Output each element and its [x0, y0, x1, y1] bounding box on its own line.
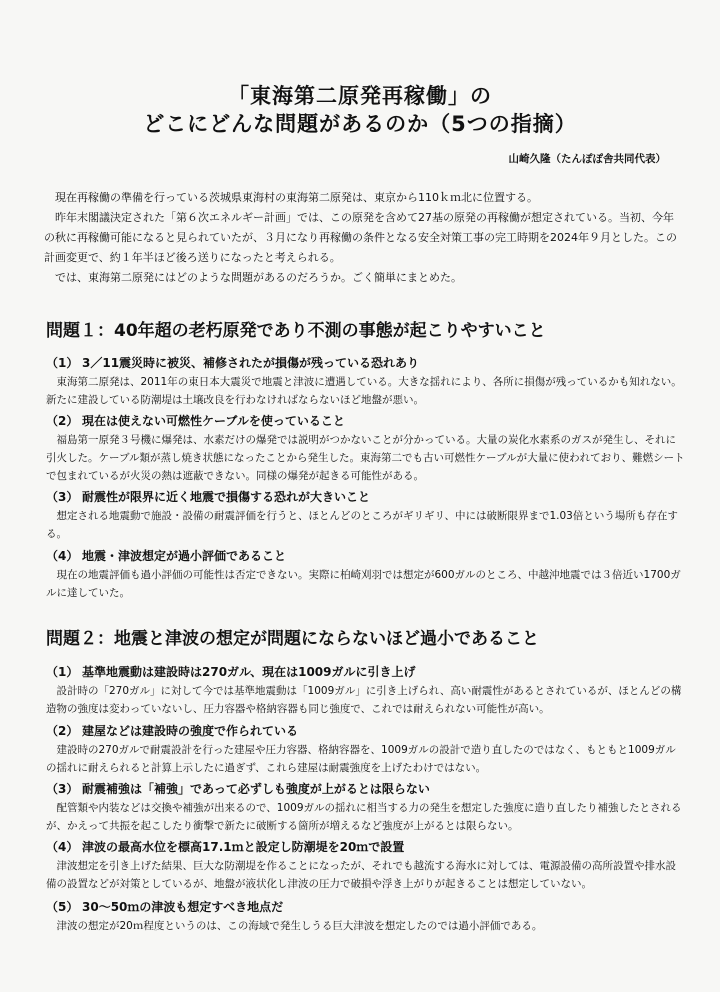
problem-1-heading: 問題１：40年超の老朽原発であり不測の事態が起こりやすいこと: [46, 321, 546, 341]
item-title: 地震・津波想定が過小評価であること: [82, 549, 287, 563]
item-number: （2）: [46, 414, 79, 428]
item-title: 建屋などは建設時の強度で作られている: [82, 724, 299, 738]
item-body: 想定される地震動で施設・設備の耐震評価を行うと、ほとんどのところがギリギリ、中には破断限界まで1.03倍という場所も存在する。: [46, 510, 678, 540]
item-title: 耐震補強は「補強」であって必ずしも強度が上がるとは限らない: [82, 782, 430, 796]
item-number: （1）: [46, 665, 79, 679]
item-number: （5）: [46, 900, 79, 914]
intro-paragraph: では、東海第二原発にはどのような問題があるのだろうか。ごく簡単にまとめた。: [44, 271, 462, 284]
item-title: 30～50ｍの津波も想定すべき地点だ: [82, 900, 284, 914]
item-body: 建設時の270ガルで耐震設計を行った建屋や圧力容器、格納容器を、1009ガルの設計で造り直したのではなく、もともと1009ガルの揺れに耐えられると計算上示したに過ぎず、これら建屋は耐震強度を上げたわけではない。: [46, 744, 676, 774]
item-number: （1）: [46, 356, 79, 370]
item-body: 福島第一原発３号機に爆発は、水素だけの爆発では説明がつかないことが分かっている。大量の炭化水素系のガスが発生し、それに引火した。ケーブル類が蒸し焼き状態になったことから発生した。東海第二でも古い可燃性ケーブルが大量に使われており、難燃シートで包まれているが火災の熱は遮蔽できない。同様の爆発が起きる可能性がある。: [46, 434, 685, 482]
item-body: 配管類や内装などは交換や補強が出来るので、1009ガルの揺れに相当する力の発生を想定した強度に造り直したり補強したとされるが、かえって共振を起こしたり衝撃で新たに破断する箇所が増えるなど強度が上がるとは限らない。: [46, 802, 682, 832]
intro: [44, 188, 684, 288]
item-body: 設計時の「270ガル」に対して今では基準地震動は「1009ガル」に引き上げられ、高い耐震性があるとされているが、ほとんどの構造物の強度は変わっていないし、圧力容器や格納容器も同じ強度で、これでは耐えられない可能性が高い。: [46, 685, 682, 715]
item-body: 東海第二原発は、2011年の東日本大震災で地震と津波に遭遇している。大きな揺れにより、各所に損傷が残っているかも知れない。新たに建設している防潮堤は土壌改良を行わなければならないほど地盤が悪い。: [46, 376, 682, 406]
item-body: 津波想定を引き上げた結果、巨大な防潮堤を作ることになったが、それでも越流する海水に対しては、電源設備の高所設置や排水設備の設置などが対策としているが、地盤が液状化し津波の圧力で破損や浮き上がりが起きることは想定していない。: [46, 860, 676, 890]
title-line-2: どこにどんな問題があるのか（5つの指摘）: [143, 112, 577, 136]
item-number: （4）: [46, 840, 79, 854]
item-body: 現在の地震評価も過小評価の可能性は否定できない。実際に柏崎刈羽では想定が600ガルのところ、中越沖地震では３倍近い1700ガルに達していた。: [46, 569, 681, 599]
item-number: （4）: [46, 549, 79, 563]
problem-2-item-1: [46, 663, 686, 718]
problem-2-item-5: [46, 898, 686, 935]
item-body: 津波の想定が20ｍ程度というのは、この海域で発生しうる巨大津波を想定したのでは過小評価である。: [46, 920, 543, 932]
item-number: （2）: [46, 724, 79, 738]
problem-1-item-2: [46, 412, 686, 485]
item-number: （3）: [46, 490, 79, 504]
item-title: 3／11震災時に被災、補修されたが損傷が残っている恐れあり: [82, 356, 420, 370]
problem-2-item-4: [46, 838, 686, 893]
author: 山崎久隆（たんぽぽ舎共同代表）: [508, 153, 666, 165]
problem-2-item-3: [46, 780, 686, 835]
title-line-1: 「東海第二原発再稼働」の: [228, 84, 492, 108]
intro-paragraph: 昨年末閣議決定された「第６次エネルギー計画」では、この原発を含めて27基の原発の再稼働が想定されている。当初、今年の秋に再稼働可能になると見られていたが、３月になり再稼働の条件となる安全対策工事の完工時期を2024年９月とした。この計画変更で、約１年半ほど後ろ送りになったと考えられる。: [44, 211, 677, 264]
problem-1-item-1: [46, 354, 686, 409]
item-number: （3）: [46, 782, 79, 796]
item-title: 耐震性が限界に近く地震で損傷する恐れが大きいこと: [82, 490, 371, 504]
item-title: 現在は使えない可燃性ケーブルを使っていること: [82, 414, 345, 428]
intro-paragraph: 現在再稼働の準備を行っている茨城県東海村の東海第二原発は、東京から110ｋｍ北に位置する。: [44, 191, 538, 204]
problem-1-item-3: [46, 488, 686, 543]
problem-2-item-2: [46, 722, 686, 777]
item-title: 基準地震動は建設時は270ガル、現在は1009ガルに引き上げ: [82, 665, 416, 679]
problem-2-heading: 問題２：地震と津波の想定が問題にならないほど過小であること: [46, 629, 539, 649]
item-title: 津波の最高水位を標高17.1ｍと設定し防潮堤を20ｍで設置: [82, 840, 405, 854]
problem-1-item-4: [46, 547, 686, 602]
